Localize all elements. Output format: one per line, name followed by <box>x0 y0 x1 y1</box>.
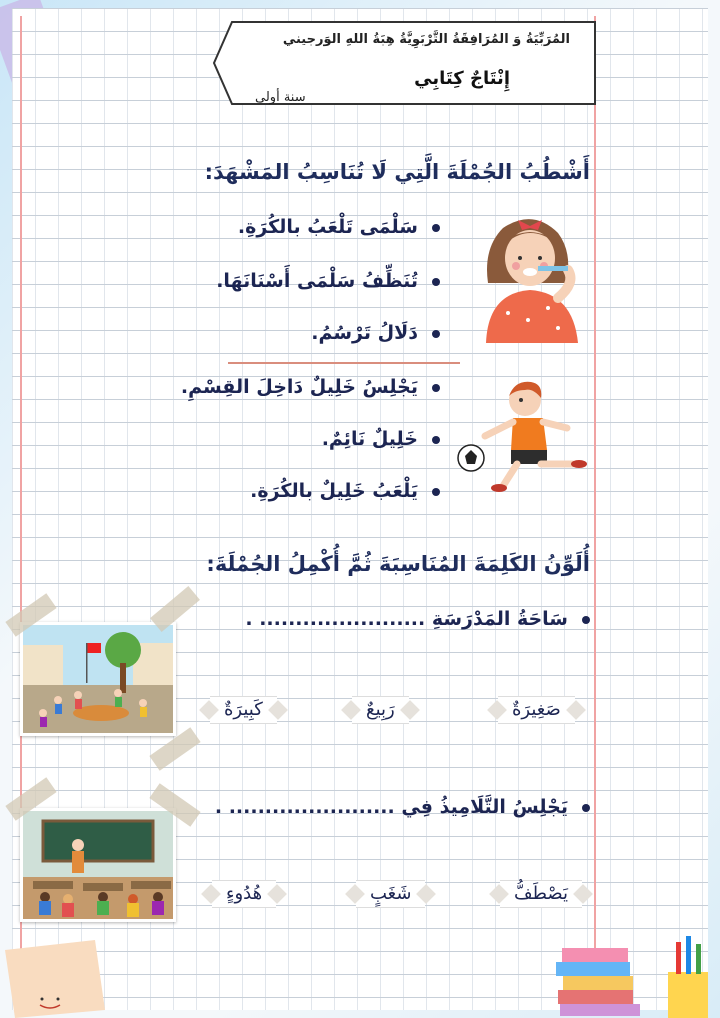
section2-instruction: أُلَوِّنُ الكَلِمَةَ المُنَاسِبَةَ ثُمَّ أُكْمِلُ الجُمْلَةَ: <box>206 552 590 576</box>
bullet-icon <box>432 384 440 392</box>
bullet-icon <box>432 488 440 496</box>
header-banner <box>210 18 600 108</box>
list-item: تُنَظِّفُ سَلْمَى أَسْنَانَهَا. <box>216 270 440 292</box>
list-item: يَلْعَبُ خَلِيلٌ بالكُرَةِ. <box>250 480 440 502</box>
grade-level: سنة أولى <box>255 90 306 105</box>
section1-instruction: أَشْطُبُ الجُمْلَةَ الَّتِي لَا تُنَاسِبُ المَشْهَدَ: <box>204 160 590 184</box>
bullet-icon <box>432 278 440 286</box>
question-2-sentence: يَجْلِسُ التَّلَامِيذُ فِي ....................... . <box>215 796 590 818</box>
bullet-icon <box>582 616 590 624</box>
list-item: يَجْلِسُ خَلِيلٌ دَاخِلَ القِسْمِ. <box>181 376 440 398</box>
boy-playing-ball-illustration <box>455 378 595 493</box>
bullet-icon <box>582 804 590 812</box>
choice-option[interactable]: كَبِيرَةٌ <box>210 696 277 724</box>
group-divider <box>228 362 460 364</box>
classroom-photo <box>20 808 176 922</box>
question-1-sentence: سَاحَةُ المَدْرَسَةِ ....................... . <box>245 608 590 630</box>
list-item: دَلَالُ تَرْسُمُ. <box>311 322 440 344</box>
sticky-note-decoration <box>0 935 110 1018</box>
bullet-icon <box>432 436 440 444</box>
choice-option[interactable]: رَبِيعٌ <box>352 696 409 724</box>
choice-option[interactable]: شَغَبٍ <box>356 880 425 908</box>
teacher-name: المُرَبِّيَةُ وَ المُرَافِقَةُ التَّرْبَوِيَّةُ هِبَةُ اللهِ الوَرجيني <box>282 32 570 47</box>
girl-brushing-teeth-illustration <box>478 208 588 343</box>
list-item: خَلِيلٌ نَائِمٌ. <box>322 428 440 450</box>
right-margin-line <box>594 16 596 1002</box>
classroom-illustration <box>23 811 173 919</box>
schoolyard-photo <box>20 622 176 736</box>
schoolyard-illustration <box>23 625 173 733</box>
choice-option[interactable]: صَغِيرَةٌ <box>498 696 575 724</box>
list-item: سَلْمَى تَلْعَبُ بالكُرَةِ. <box>238 216 440 238</box>
bullet-icon <box>432 330 440 338</box>
choice-option[interactable]: يَصْطَفُّ <box>500 880 582 908</box>
choice-option[interactable]: هُدُوءٍ <box>212 880 276 908</box>
books-and-pencils-icon <box>548 930 718 1018</box>
page-title: إِنْتَاجٌ كِتَابِي <box>414 68 510 89</box>
bullet-icon <box>432 224 440 232</box>
